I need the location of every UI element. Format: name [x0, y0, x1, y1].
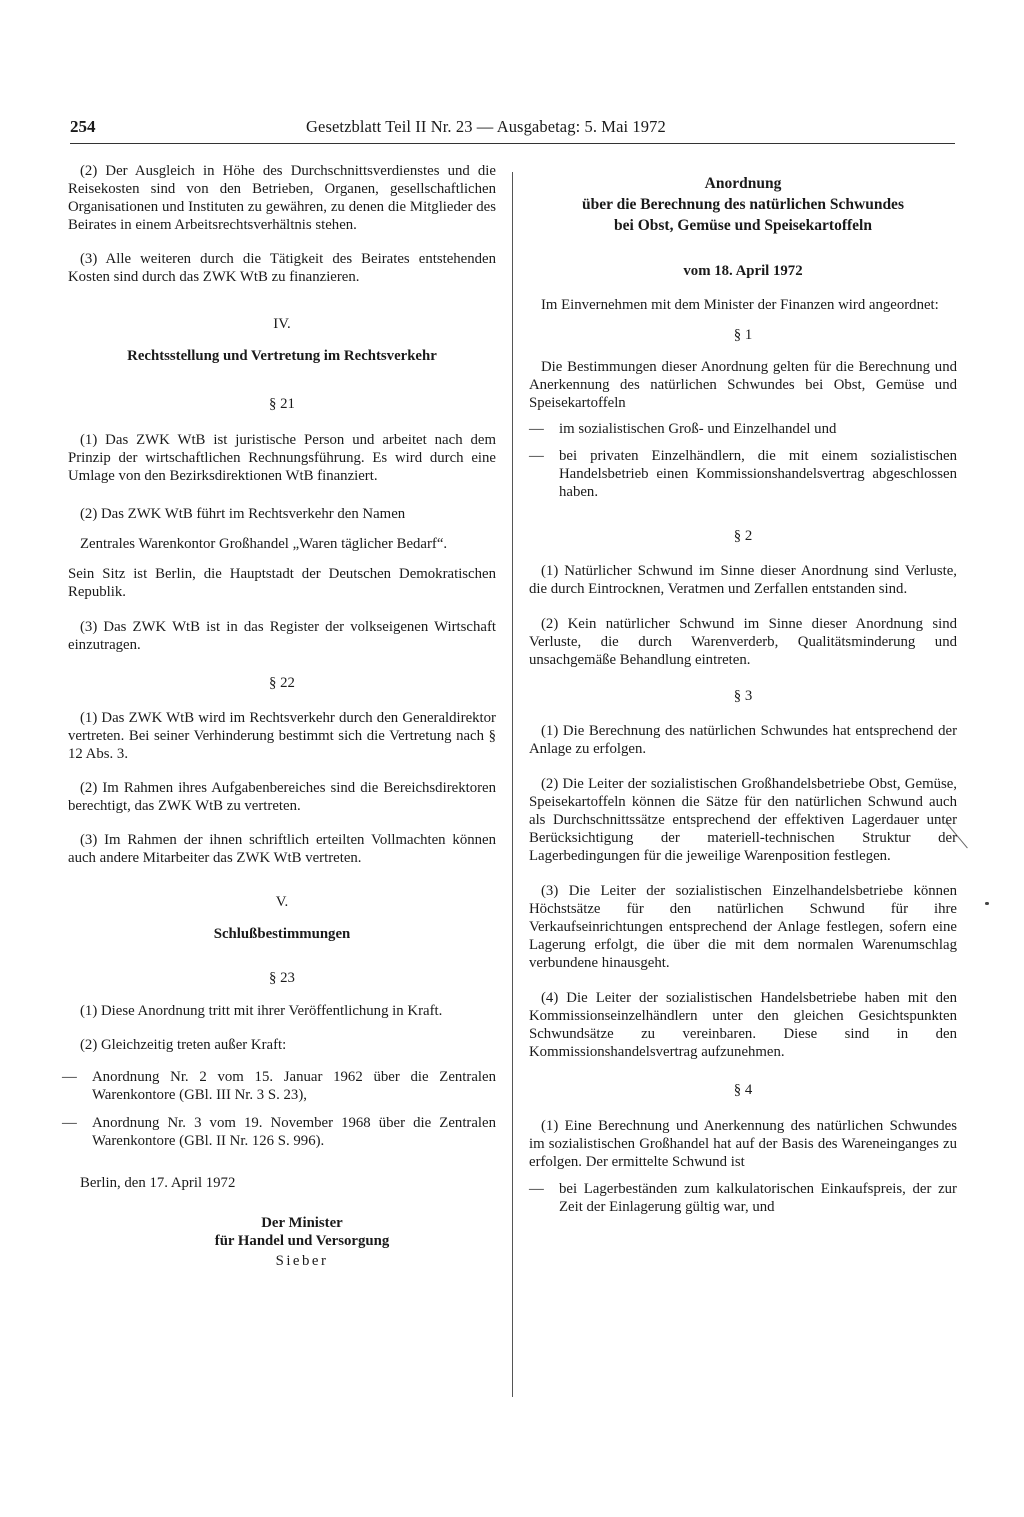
list-item	[529, 1180, 957, 1216]
signer-title: für Handel und Versorgung	[214, 1233, 390, 1249]
page-header	[70, 117, 950, 139]
list-item-text: bei Lagerbeständen zum kalkulatorischen Einkaufspreis, der zur Zeit der Einlagerung gültig war, und	[559, 1181, 957, 1215]
dash-mark: —	[62, 1115, 77, 1131]
dash-mark: —	[62, 1069, 77, 1085]
paragraph: (1) Eine Berechnung und Anerkennung des natürlichen Schwundes im sozialistischen Großhandel hat auf der Basis des Wareneinganges zu erfolgen. Der ermittelte Schwund ist	[529, 1118, 957, 1170]
regulation-title: Anordnung	[704, 175, 782, 192]
paragraph-number: § 1	[733, 327, 753, 343]
paragraph-number: § 21	[269, 396, 295, 412]
section-title: Schlußbestimmungen	[213, 926, 351, 942]
paragraph: (2) Die Leiter der sozialistischen Großhandelsbetriebe Obst, Gemüse, Speisekartoffeln können die Sätze für den natürlichen Schwund auch als Durchschnittssätze entsprechend der effektiven Lagerdauer unter Berücksichtigung der materiell-technischen Struktur der Lagerbedingungen für die jeweilige Warenposition festlegen.	[529, 776, 957, 864]
list-item-text: im sozialistischen Groß- und Einzelhandel und	[559, 421, 837, 437]
paragraph: Sein Sitz ist Berlin, die Hauptstadt der Deutschen Demokratischen Republik.	[68, 566, 496, 600]
paragraph-number: § 22	[269, 675, 295, 691]
place-date: Berlin, den 17. April 1972	[80, 1175, 236, 1191]
paragraph: (2) Der Ausgleich in Höhe des Durchschnittsverdienstes und die Reisekosten sind von den Betrieben, Organen, gesellschaftlichen Organisationen und Instituten zu gewähren, zu denen die Mitglieder des Beirates in einem Arbeitsrechtsverhältnis stehen.	[68, 163, 496, 233]
list-item	[529, 447, 957, 501]
paragraph: (2) Kein natürlicher Schwund im Sinne dieser Anordnung sind Verluste, die durch Warenverderb, Qualitätsminderung und unsachgemäße Behandlung eintreten.	[529, 616, 957, 668]
paragraph: (1) Das ZWK WtB ist juristische Person und arbeitet nach dem Prinzip der wirtschaftlichen Rechnungsführung. Es wird durch eine Umlage von den Bezirksdirektionen WtB finanziert.	[68, 432, 496, 484]
section-number: IV.	[273, 316, 291, 332]
paragraph: Zentrales Warenkontor Großhandel „Waren täglicher Bedarf“.	[80, 536, 448, 552]
paragraph: (2) Gleichzeitig treten außer Kraft:	[80, 1037, 287, 1053]
right-column	[529, 173, 957, 1216]
page-number: 254	[70, 117, 96, 136]
paragraph: (3) Im Rahmen der ihnen schriftlich erteilten Vollmachten können auch andere Mitarbeiter das ZWK WtB vertreten.	[68, 832, 496, 866]
list-item	[529, 420, 957, 438]
paragraph: (1) Die Berechnung des natürlichen Schwundes hat entsprechend der Anlage zu erfolgen.	[529, 723, 957, 757]
list-item	[62, 1068, 496, 1104]
paragraph: (2) Im Rahmen ihres Aufgabenbereiches sind die Bereichsdirektoren berechtigt, das ZWK WtB zu vertreten.	[68, 780, 496, 814]
signer-title: Der Minister	[261, 1215, 343, 1231]
signer-name: Sieber	[275, 1253, 329, 1269]
paragraph-number: § 4	[733, 1082, 753, 1098]
section-title: Rechtsstellung und Vertretung im Rechtsverkehr	[127, 348, 437, 364]
paragraph: (1) Diese Anordnung tritt mit ihrer Veröffentlichung in Kraft.	[80, 1003, 443, 1019]
dash-mark: —	[529, 421, 544, 437]
paragraph-number: § 23	[269, 970, 295, 986]
section-number: V.	[275, 894, 289, 910]
paragraph: Im Einvernehmen mit dem Minister der Finanzen wird angeordnet:	[541, 297, 939, 313]
dash-mark: —	[529, 448, 544, 464]
paragraph: Die Bestimmungen dieser Anordnung gelten für die Berechnung und Anerkennung des natürlichen Schwundes bei Obst, Gemüse und Speisekartoffeln	[529, 359, 957, 411]
regulation-date: vom 18. April 1972	[683, 263, 803, 279]
column-divider	[512, 172, 513, 1397]
paragraph: (1) Das ZWK WtB wird im Rechtsverkehr durch den Generaldirektor vertreten. Bei seiner Verhinderung bestimmt sich die Vertretung nach § 12 Abs. 3.	[68, 710, 496, 762]
scan-speck	[985, 902, 989, 905]
paragraph: (2) Das ZWK WtB führt im Rechtsverkehr den Namen	[80, 506, 406, 522]
regulation-title: bei Obst, Gemüse und Speisekartoffeln	[614, 217, 872, 234]
header-title: Gesetzblatt Teil II Nr. 23 — Ausgabetag: 5. Mai 1972	[306, 117, 666, 136]
paragraph: (1) Natürlicher Schwund im Sinne dieser Anordnung sind Verluste, die durch Eintrocknen, Veratmen und Zerfallen entstanden sind.	[529, 563, 957, 597]
list-item-text: Anordnung Nr. 2 vom 15. Januar 1962 über die Zentralen Warenkontore (GBl. III Nr. 3 S. 23),	[92, 1069, 496, 1103]
paragraph-number: § 2	[733, 528, 753, 544]
list-item-text: bei privaten Einzelhändlern, die mit einem sozialistischen Handelsbetrieb einen Kommissionshandelsvertrag abgeschlossen haben.	[559, 448, 957, 500]
header-rule	[70, 143, 955, 144]
list-item-text: Anordnung Nr. 3 vom 19. November 1968 über die Zentralen Warenkontore (GBl. II Nr. 126 S. 996).	[92, 1115, 496, 1149]
paragraph: (3) Alle weiteren durch die Tätigkeit des Beirates entstehenden Kosten sind durch das ZWK WtB zu finanzieren.	[68, 251, 496, 285]
left-column	[62, 162, 496, 1270]
paragraph: (4) Die Leiter der sozialistischen Handelsbetriebe haben mit den Kommissionseinzelhändlern unter den gleichen Gesichtspunkten Schwundsätze zu vereinbaren. Diese sind in den Kommissionshandelsvertrag aufzunehmen.	[529, 990, 957, 1060]
list-item	[62, 1114, 496, 1150]
paragraph: (3) Die Leiter der sozialistischen Einzelhandelsbetriebe können Höchstsätze für den natürlichen Schwund für ihre Verkaufseinrichtungen entsprechend der Anlage festlegen, sofern eine Lagerung erfolgt, die über die mit dem normalen Warenumschlag verbundene hinausgeht.	[529, 883, 957, 971]
dash-mark: —	[529, 1181, 544, 1197]
paragraph: (3) Das ZWK WtB ist in das Register der volkseigenen Wirtschaft einzutragen.	[68, 619, 496, 653]
paragraph-number: § 3	[733, 688, 753, 704]
regulation-title: über die Berechnung des natürlichen Schwundes	[582, 196, 904, 213]
